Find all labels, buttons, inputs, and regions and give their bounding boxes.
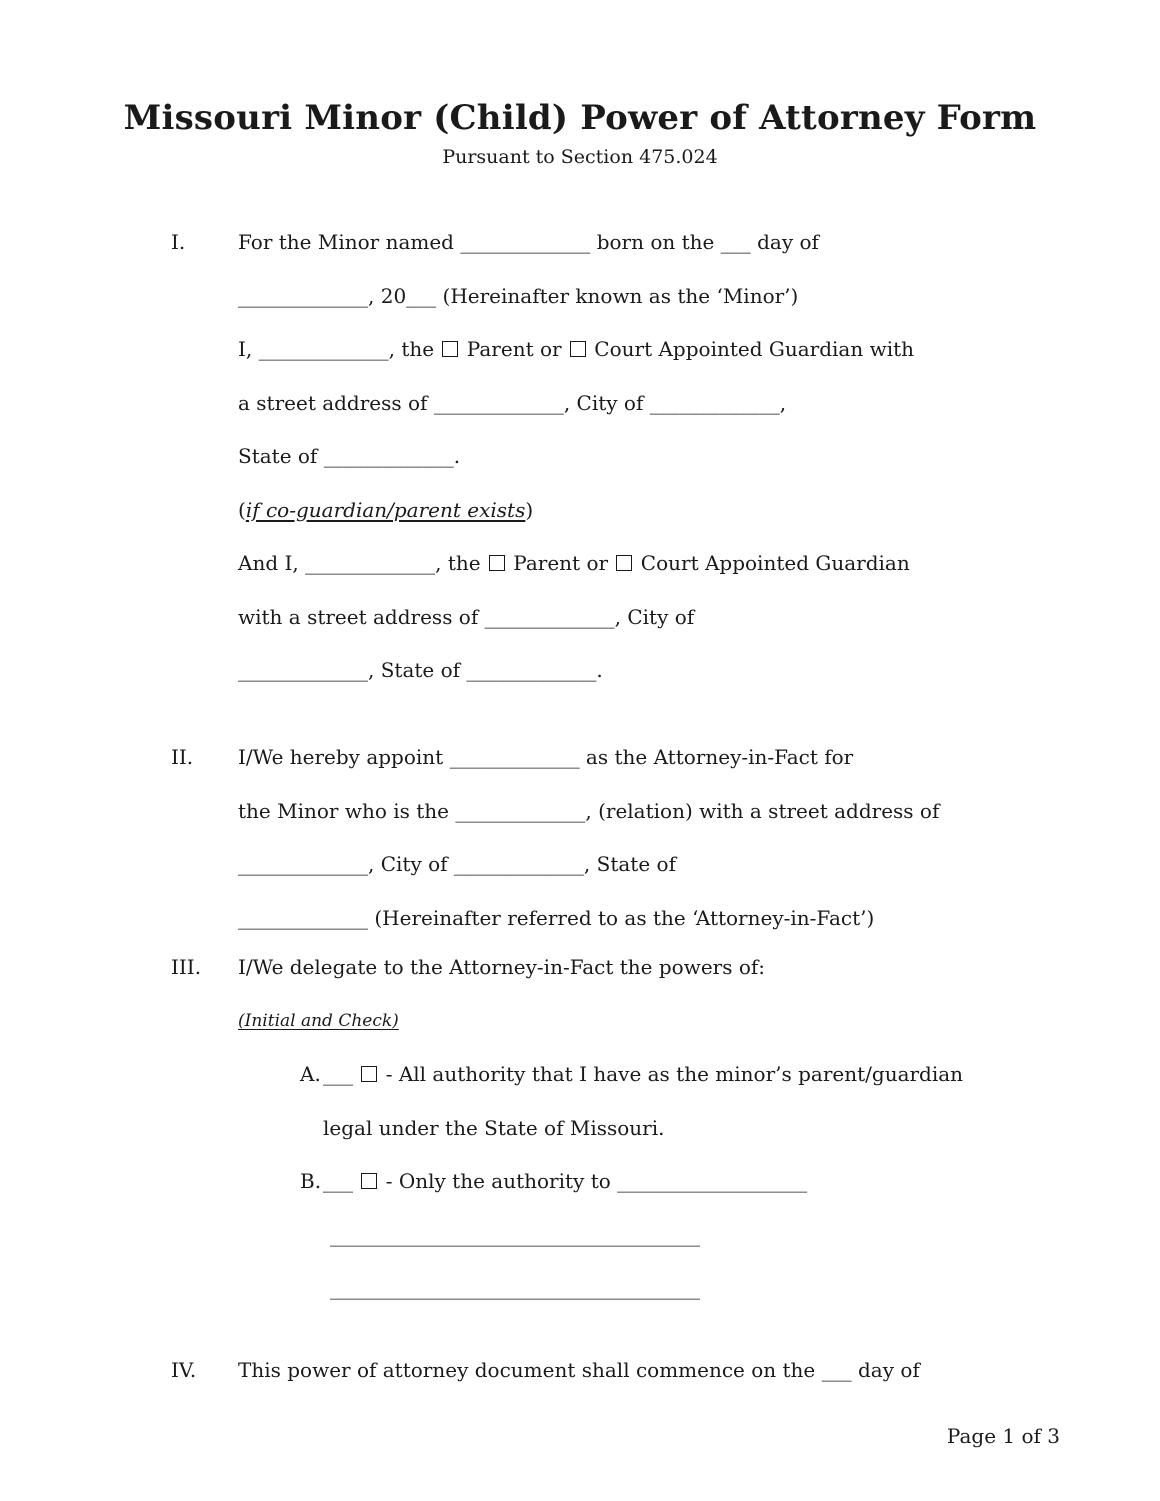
attorney-name-blank[interactable]: _____________ [449, 745, 580, 769]
form-line [0, 838, 1160, 892]
text-run: day of [851, 1358, 920, 1382]
page-number: Page 1 of 3 [946, 1424, 1060, 1448]
guardian1-state-blank[interactable]: _____________ [323, 444, 454, 468]
form-line [0, 323, 1160, 377]
form-line [0, 591, 1160, 645]
form-line [0, 892, 1160, 946]
form-line [0, 216, 1160, 270]
form-line [0, 785, 1160, 839]
form-line [0, 377, 1160, 431]
attorney-state-blank[interactable]: _____________ [238, 905, 368, 930]
section-i [0, 216, 1160, 698]
form-line [0, 270, 1160, 324]
text-run: Parent or [506, 551, 615, 575]
italic-underlined-note: (Initial and Check) [238, 1010, 399, 1031]
guardian1-city-blank[interactable]: _____________ [649, 390, 780, 415]
text-run: , the [388, 337, 441, 361]
authority-description-blank-3[interactable]: _____________________________________ [330, 1276, 700, 1300]
text-run: , State of [583, 852, 676, 876]
form-line [0, 1102, 1160, 1156]
form-line [0, 1262, 1160, 1316]
text-run: - All authority that I have as the minor’s parent/guardian [379, 1062, 964, 1086]
form-line [0, 1344, 1160, 1398]
document-subtitle: Pursuant to Section 475.024 [442, 146, 718, 168]
text-run: ) [525, 497, 534, 522]
section-iv [0, 1344, 1160, 1398]
text-run: , 20 [368, 283, 407, 308]
guardian1-parent-checkbox-icon[interactable] [442, 341, 458, 357]
guardian1-court-checkbox-icon[interactable] [570, 341, 586, 357]
form-line [0, 731, 1160, 785]
text-run: , City of [563, 390, 650, 415]
section-numeral: I. [171, 230, 186, 254]
text-run: Court Appointed Guardian with [587, 337, 915, 361]
text-run: , City of [368, 852, 454, 876]
form-line [0, 1155, 1160, 1209]
text-run: Court Appointed Guardian [634, 551, 910, 575]
form-line [0, 537, 1160, 591]
text-run [353, 1062, 359, 1086]
minor-name-blank[interactable]: _____________ [460, 230, 591, 254]
text-run: And I, [238, 551, 306, 575]
text-run: with a street address of [238, 604, 485, 629]
section-numeral: III. [171, 955, 202, 979]
attorney-street-blank[interactable]: _____________ [238, 852, 368, 876]
section-iii [0, 941, 1160, 1316]
text-run: , State of [368, 658, 467, 682]
document-title: Missouri Minor (Child) Power of Attorney Form [123, 98, 1037, 138]
text-run: ( [238, 497, 246, 522]
text-run: I/We hereby appoint [238, 745, 450, 769]
authority-description-blank-1[interactable]: ___________________ [617, 1169, 808, 1193]
guardian2-name-blank[interactable]: _____________ [305, 551, 436, 575]
guardian2-parent-checkbox-icon[interactable] [489, 555, 505, 571]
guardian1-street-blank[interactable]: _____________ [433, 390, 564, 415]
section-numeral: IV. [171, 1358, 197, 1382]
text-run: a street address of [238, 390, 434, 415]
birth-month-blank[interactable]: _____________ [238, 283, 368, 308]
guardian2-state-blank[interactable]: _____________ [466, 658, 597, 682]
attorney-relation-blank[interactable]: _____________ [455, 798, 586, 823]
text-run: I/We delegate to the Attorney-in-Fact the powers of: [238, 955, 766, 979]
guardian2-city-blank[interactable]: _____________ [238, 658, 368, 682]
list-item-label: A. [300, 1062, 321, 1086]
guardian2-court-checkbox-icon[interactable] [616, 555, 632, 571]
list-item-label: B. [300, 1169, 322, 1193]
form-line [0, 995, 1160, 1049]
all-authority-checkbox-icon[interactable] [361, 1066, 377, 1082]
attorney-city-blank[interactable]: _____________ [453, 852, 584, 876]
text-run: day of [750, 230, 819, 254]
guardian2-street-blank[interactable]: _____________ [484, 604, 615, 629]
birth-year-blank[interactable]: ___ [406, 283, 437, 308]
text-run: This power of attorney document shall commence on the [238, 1358, 822, 1382]
text-run: (Hereinafter known as the ‘Minor’) [436, 283, 799, 308]
text-run: , (relation) with a street address of [585, 798, 940, 823]
initials-a-blank[interactable]: ___ [323, 1062, 353, 1086]
initials-b-blank[interactable]: ___ [323, 1169, 353, 1193]
authority-description-blank-2[interactable]: _____________________________________ [330, 1222, 700, 1247]
text-run: State of [238, 444, 324, 468]
text-run: . [596, 658, 603, 682]
form-line [0, 484, 1160, 538]
form-line [0, 1048, 1160, 1102]
guardian1-name-blank[interactable]: _____________ [258, 337, 389, 361]
section-numeral: II. [171, 745, 194, 769]
text-run: legal under the State of Missouri. [323, 1115, 665, 1140]
form-line [0, 644, 1160, 698]
italic-underlined-note: if co-guardian/parent exists [245, 497, 526, 522]
form-line [0, 941, 1160, 995]
text-run: . [453, 444, 461, 468]
form-line [0, 430, 1160, 484]
text-run: I, [238, 337, 259, 361]
commence-day-blank[interactable]: ___ [821, 1358, 852, 1382]
form-line [0, 1209, 1160, 1263]
text-run: Parent or [460, 337, 568, 361]
text-run: as the Attorney-in-Fact for [579, 745, 854, 769]
text-run: the Minor who is the [238, 798, 456, 823]
text-run [353, 1169, 359, 1193]
text-run: , City of [614, 604, 695, 629]
text-run: , the [435, 551, 487, 575]
text-run: , [779, 390, 787, 415]
section-ii [0, 731, 1160, 945]
text-run: - Only the authority to [379, 1169, 618, 1193]
text-run: For the Minor named [238, 230, 461, 254]
only-authority-checkbox-icon[interactable] [361, 1173, 377, 1189]
text-run: born on the [590, 230, 721, 254]
text-run: (Hereinafter referred to as the ‘Attorney-in-Fact’) [368, 905, 875, 930]
birth-day-blank[interactable]: ___ [720, 230, 751, 254]
